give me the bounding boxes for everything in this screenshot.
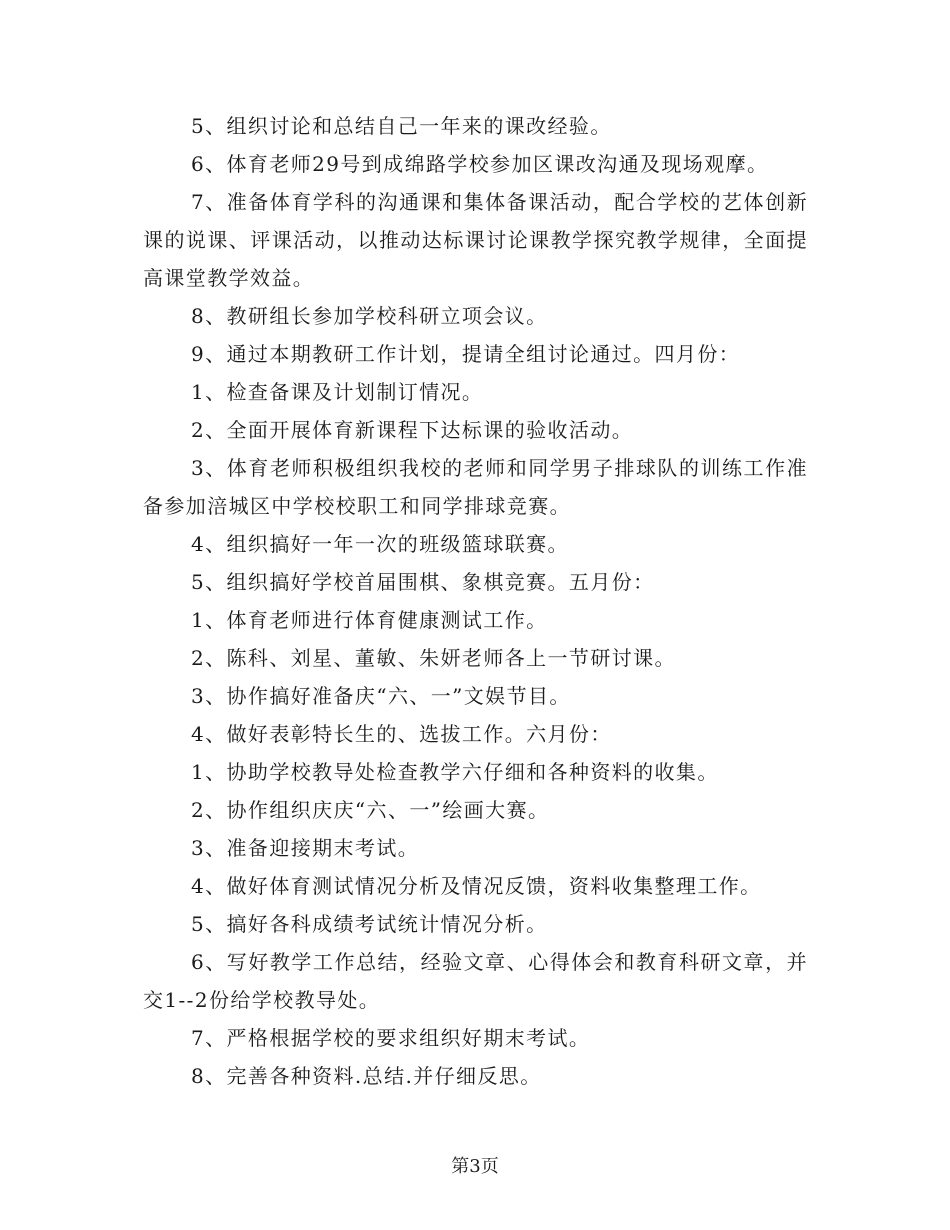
page-number: 第3页 bbox=[451, 1156, 499, 1177]
paragraph: 2、全面开展体育新课程下达标课的验收活动。 bbox=[191, 418, 634, 442]
paragraph: 7、准备体育学科的沟通课和集体备课活动，配合学校的艺体创新课的说课、评课活动，以推动达标课讨论课教学探究教学规律，全面提高课堂教学效益。 bbox=[143, 190, 808, 290]
paragraph: 6、体育老师29号到成绵路学校参加区课改沟通及现场观摩。 bbox=[191, 152, 769, 176]
paragraph: 3、准备迎接期末考试。 bbox=[191, 836, 420, 860]
paragraph: 2、陈科、刘星、董敏、朱妍老师各上一节研讨课。 bbox=[191, 646, 676, 670]
paragraph: 5、组织搞好学校首届围棋、象棋竞赛。五月份： bbox=[191, 570, 655, 594]
paragraph: 4、做好表彰特长生的、选拔工作。六月份： bbox=[191, 722, 612, 746]
paragraph: 1、检查备课及计划制订情况。 bbox=[191, 380, 484, 404]
paragraph: 7、严格根据学校的要求组织好期末考试。 bbox=[191, 1026, 591, 1050]
paragraph: 3、协作搞好准备庆“六、一”文娱节目。 bbox=[191, 684, 571, 708]
paragraph: 1、协助学校教导处检查教学六仔细和各种资料的收集。 bbox=[191, 760, 719, 784]
paragraph: 3、体育老师积极组织我校的老师和同学男子排球队的训练工作准备参加涪城区中学校校职工和同学排球竞赛。 bbox=[143, 456, 808, 518]
paragraph: 5、组织讨论和总结自己一年来的课改经验。 bbox=[191, 114, 612, 138]
paragraph: 9、通过本期教研工作计划，提请全组讨论通过。四月份： bbox=[191, 342, 741, 366]
paragraph: 6、写好教学工作总结，经验文章、心得体会和教育科研文章，并交1--2份给学校教导处。 bbox=[143, 950, 808, 1012]
paragraph: 2、协作组织庆庆“六、一”绘画大赛。 bbox=[191, 798, 550, 822]
paragraph: 8、完善各种资料.总结.并仔细反思。 bbox=[191, 1064, 542, 1088]
document-body bbox=[143, 107, 808, 1095]
paragraph: 4、组织搞好一年一次的班级篮球联赛。 bbox=[191, 532, 569, 556]
paragraph: 4、做好体育测试情况分析及情况反馈，资料收集整理工作。 bbox=[191, 874, 762, 898]
paragraph: 1、体育老师进行体育健康测试工作。 bbox=[191, 608, 548, 632]
paragraph: 5、搞好各科成绩考试统计情况分析。 bbox=[191, 912, 548, 936]
paragraph: 8、教研组长参加学校科研立项会议。 bbox=[191, 304, 548, 328]
